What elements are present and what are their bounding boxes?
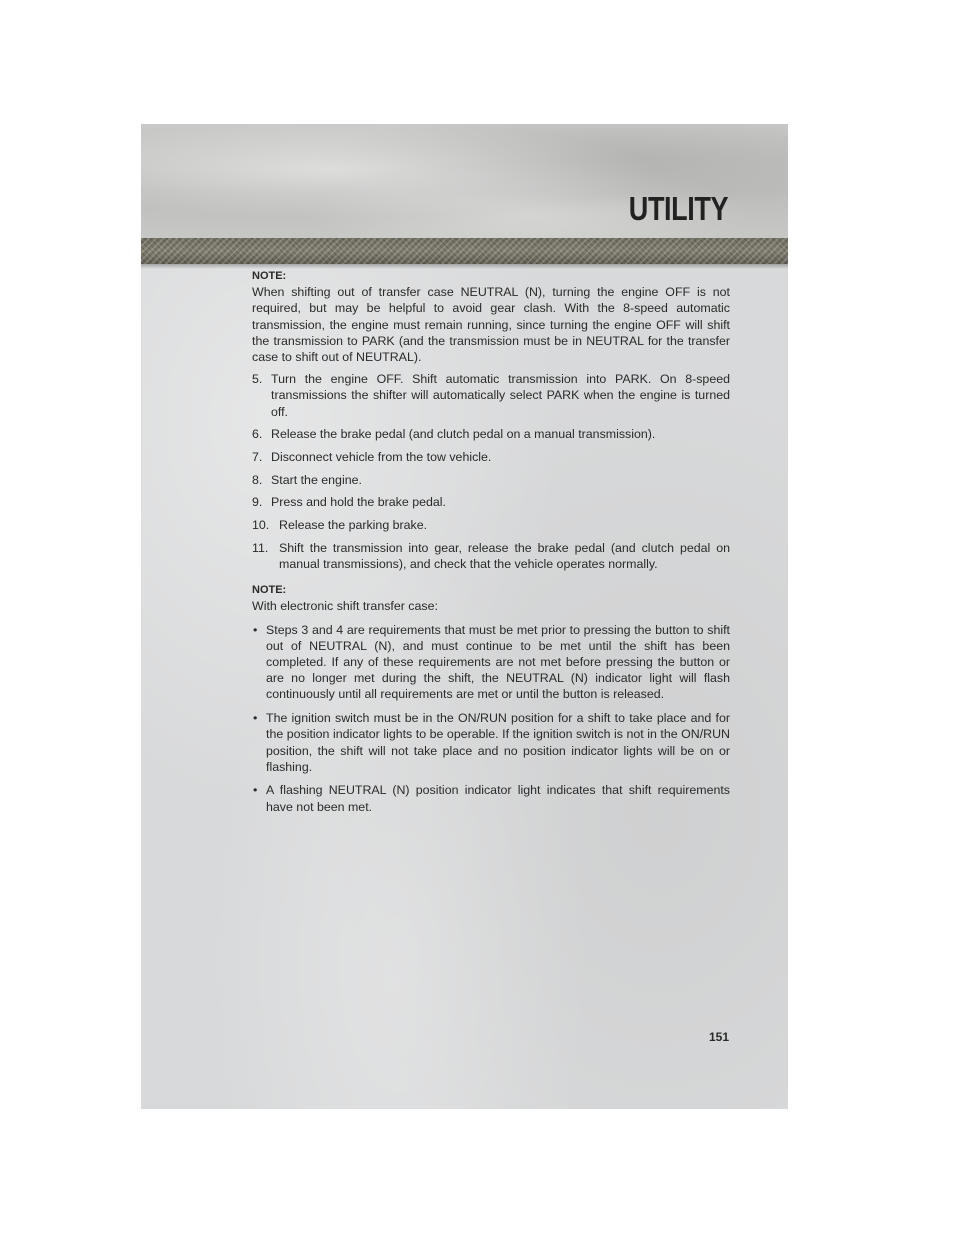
step-item	[252, 494, 730, 510]
step-number: 10.	[252, 518, 270, 533]
bullet-dot-icon: •	[253, 622, 258, 637]
bullet-text: Steps 3 and 4 are requirements that must be met prior to pressing the button to shift out of NEUTRAL (N), and must continue to be met until the shift has been completed. If any of these requirements are not met before pressing the button or are no longer met during the shift, the NEUTRAL (N) indicator light will flash continuously until all requirements are met or until the button is released.	[266, 622, 730, 702]
bullet-list	[252, 622, 730, 815]
step-text: Turn the engine OFF. Shift automatic transmission into PARK. On 8-speed transmissions the shifter will automatically select PARK when the engine is turned off.	[271, 372, 730, 419]
step-item	[252, 472, 730, 488]
step-number: 7.	[252, 450, 263, 465]
section-header-band	[141, 124, 788, 238]
step-text: Shift the transmission into gear, release the brake pedal (and clutch pedal on manual transmissions), and check that the vehicle operates normally.	[279, 540, 730, 572]
step-item	[252, 426, 730, 442]
step-item	[252, 371, 730, 420]
bullet-text: The ignition switch must be in the ON/RUN position for a shift to take place and for the position indicator lights to be operable. If the ignition switch is not in the ON/RUN position, the shift will not take place and no position indicator lights will be on or flashing.	[266, 711, 730, 774]
bullet-item	[252, 710, 730, 775]
bullet-dot-icon: •	[253, 783, 258, 798]
section-title: UTILITY	[628, 190, 728, 227]
bullet-text: A flashing NEUTRAL (N) position indicator light indicates that shift requirements have not been met.	[266, 783, 730, 814]
step-item	[252, 517, 730, 533]
step-item	[252, 540, 730, 572]
page-content	[252, 268, 730, 822]
step-text: Release the parking brake.	[279, 518, 428, 533]
step-number: 5.	[252, 372, 263, 387]
step-number: 11.	[252, 540, 269, 555]
page-number: 151	[709, 1030, 730, 1044]
note-intro: With electronic shift transfer case:	[252, 599, 438, 614]
step-text: Press and hold the brake pedal.	[271, 495, 446, 510]
steps-list	[252, 371, 730, 572]
bullet-item	[252, 622, 730, 703]
step-number: 9.	[252, 495, 263, 510]
note-block	[252, 582, 730, 815]
step-item	[252, 449, 730, 465]
step-number: 8.	[252, 472, 263, 487]
bullet-dot-icon: •	[253, 711, 258, 726]
header-stripe-divider	[141, 238, 788, 264]
step-text: Release the brake pedal (and clutch pedal on a manual transmission).	[271, 427, 656, 442]
step-number: 6.	[252, 427, 263, 442]
bullet-item	[252, 782, 730, 814]
note-paragraph: When shifting out of transfer case NEUTRAL (N), turning the engine OFF is not required, but may be helpful to avoid gear clash. With the 8-speed automatic transmission, the engine must remain running, since turning the engine OFF will shift the transmission to PARK (and the transmission must be in NEUTRAL for the transfer case to shift out of NEUTRAL).	[252, 285, 730, 365]
note-label: NOTE:	[252, 584, 287, 597]
note-label: NOTE:	[252, 270, 287, 282]
step-text: Disconnect vehicle from the tow vehicle.	[271, 450, 492, 465]
step-text: Start the engine.	[271, 472, 362, 487]
